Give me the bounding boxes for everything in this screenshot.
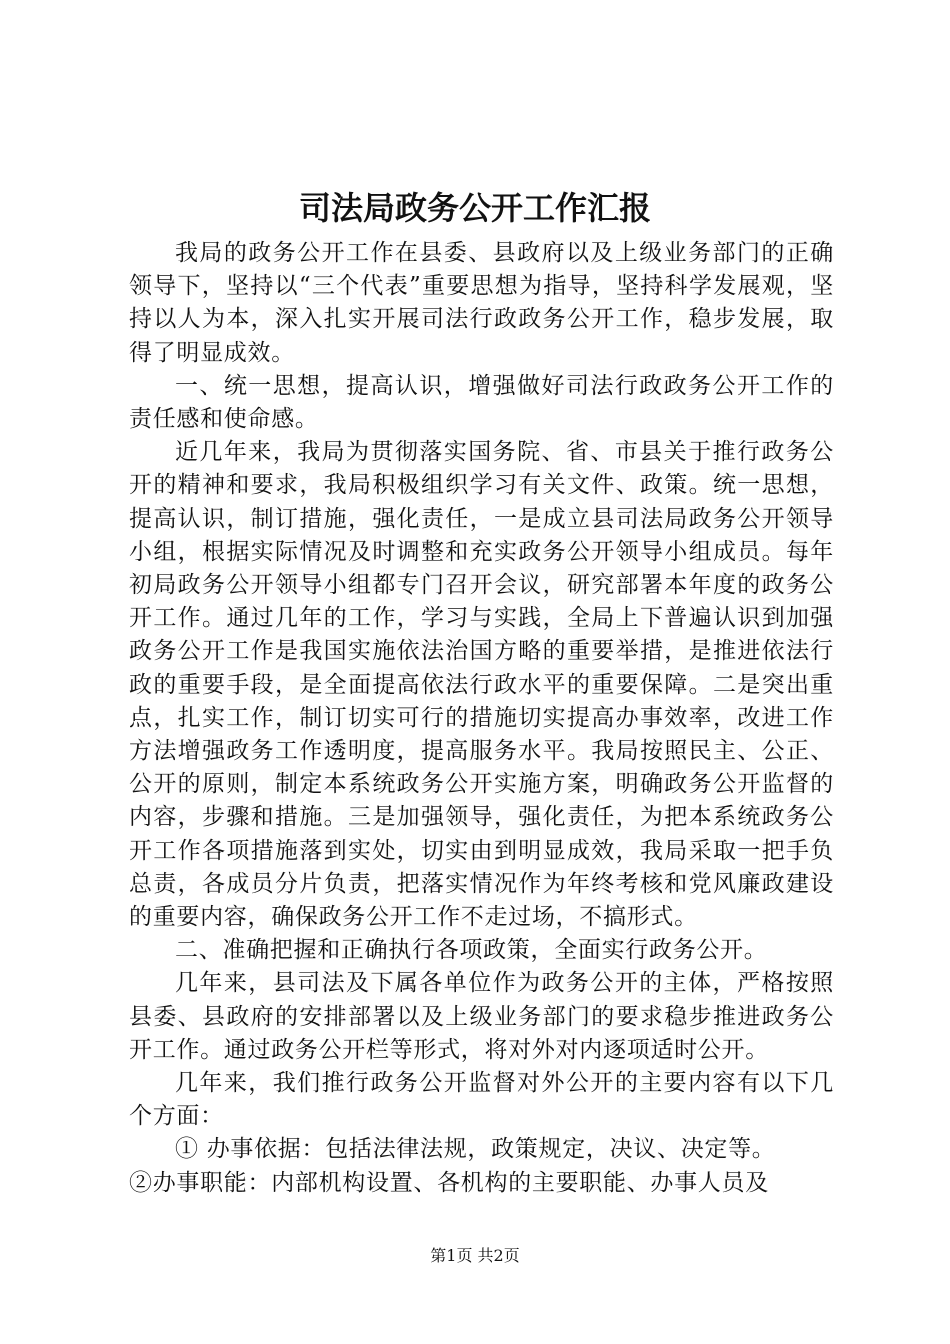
paragraph-section-2: 几年来，县司法及下属各单位作为政务公开的主体，严格按照县委、县政府的安排部署以及上级业务部门的要求稳步推进政务公开工作。通过政务公开栏等形式，将对外对内逐项适时公开。 <box>129 970 834 1063</box>
page-footer: 第1页 共2页 <box>430 1246 520 1265</box>
paragraph-intro: 我局的政务公开工作在县委、县政府以及上级业务部门的正确领导下，坚持以“三个代表”重要思想为指导，坚持科学发展观，坚持以人为本，深入扎实开展司法行政政务公开工作，稳步发展，取得了明显成效。 <box>129 240 834 366</box>
section-heading-2: 二、准确把握和正确执行各项政策，全面实行政务公开。 <box>175 937 768 964</box>
document-body <box>129 237 834 1200</box>
list-item-2: ②办事职能：内部机构设置、各机构的主要职能、办事人员及 <box>129 1169 769 1196</box>
section-heading-1: 一、统一思想，提高认识，增强做好司法行政政务公开工作的责任感和使命感。 <box>129 372 834 433</box>
list-item-1: ① 办事依据：包括法律法规，政策规定，决议、决定等。 <box>175 1136 776 1163</box>
document-title: 司法局政务公开工作汇报 <box>298 189 651 227</box>
paragraph-contents-intro: 几年来，我们推行政务公开监督对外公开的主要内容有以下几个方面： <box>129 1070 834 1130</box>
paragraph-section-1: 近几年来，我局为贯彻落实国务院、省、市县关于推行政务公开的精神和要求，我局积极组织学习有关文件、政策。统一思想，提高认识，制订措施，强化责任，一是成立县司法局政务公开领导小组，根据实际情况及时调整和充实政务公开领导小组成员。每年初局政务公开领导小组都专门召开会议，研究部署本年度的政务公开工作。通过几年的工作，学习与实践，全局上下普遍认识到加强政务公开工作是我国实施依法治国方略的重要举措，是推进依法行政的重要手段，是全面提高依法行政水平的重要保障。二是突出重点，扎实工作，制订切实可行的措施切实提高办事效率，改进工作方法增强政务工作透明度，提高服务水平。我局按照民主、公正、公开的原则，制定本系统政务公开实施方案，明确政务公开监督的内容，步骤和措施。三是加强领导，强化责任，为把本系统政务公开工作各项措施落到实处，切实由到明显成效，我局采取一把手负总责，各成员分片负责，把落实情况作为年终考核和党风廉政建设的重要内容，确保政务公开工作不走过场，不搞形式。 <box>129 439 834 931</box>
